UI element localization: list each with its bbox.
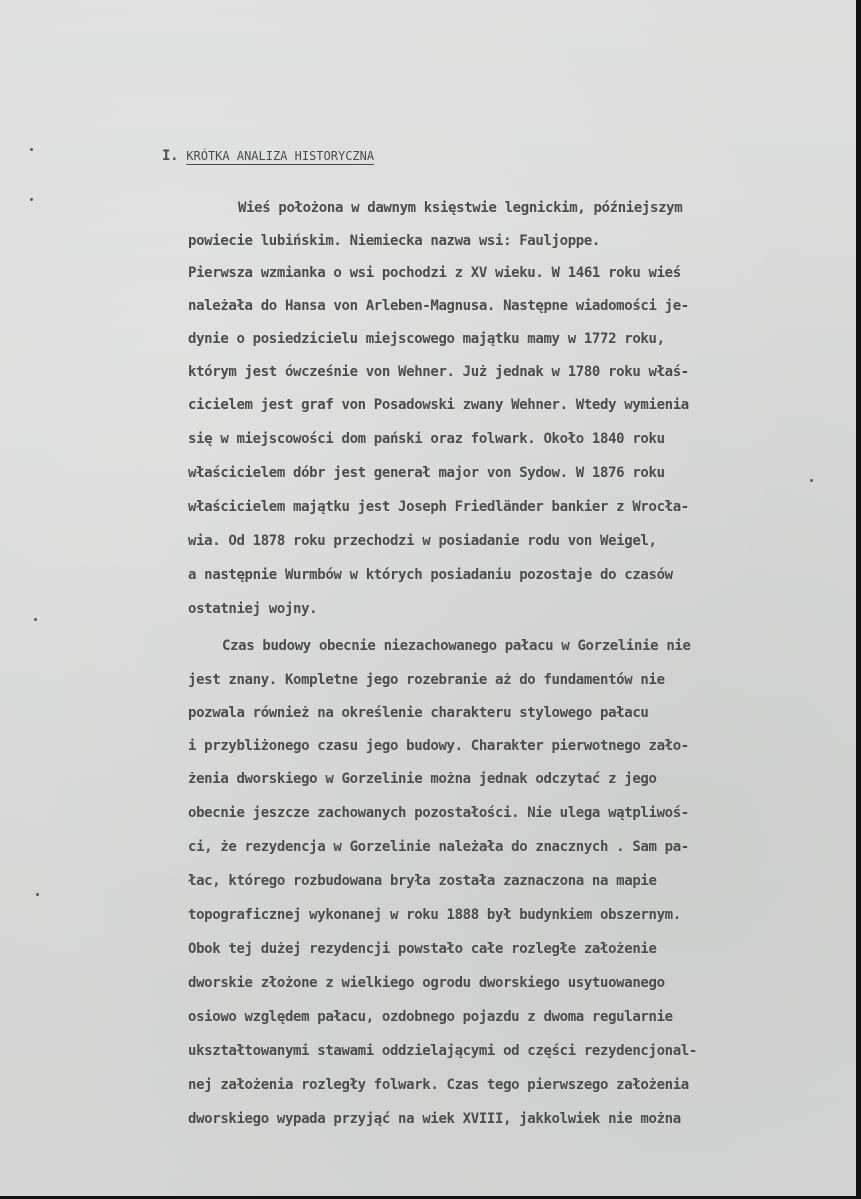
text-line: obecnie jeszcze zachowanych pozostałości. Nie ulega wątpliwoś- xyxy=(188,805,689,821)
text-line: właścicielem majątku jest Joseph Friedländer bankier z Wrocła- xyxy=(188,499,689,515)
text-line: ostatniej wojny. xyxy=(188,601,318,617)
text-line: i przybliżonego czasu jego budowy. Charakter pierwotnego zało- xyxy=(188,738,689,754)
text-line: cicielem jest graf von Posadowski zwany Wehner. Wtedy wymienia xyxy=(188,397,689,413)
scan-border-right xyxy=(856,0,861,1199)
paper-speck xyxy=(30,148,33,151)
paper-speck xyxy=(36,893,39,896)
text-line: dworskie złożone z wielkiego ogrodu dworskiego usytuowanego xyxy=(188,975,665,991)
text-line: osiowo względem pałacu, ozdobnego pojazdu z dwoma regularnie xyxy=(188,1009,673,1025)
text-line: ukształtowanymi stawami oddzielającymi od części rezydencjonal- xyxy=(188,1043,697,1059)
text-line: żenia dworskiego w Gorzelinie można jednak odczytać z jego xyxy=(188,771,657,787)
text-line: łac, którego rozbudowana bryła została zaznaczona na mapie xyxy=(188,873,657,889)
text-line: którym jest ówcześnie von Wehner. Już jednak w 1780 roku właś- xyxy=(188,364,689,380)
text-line: a następnie Wurmbów w których posiadaniu pozostaje do czasów xyxy=(188,567,673,583)
text-line: ci, że rezydencja w Gorzelinie należała do znacznych . Sam pa- xyxy=(188,839,689,855)
text-line: się w miejscowości dom pański oraz folwark. Około 1840 roku xyxy=(188,431,665,447)
text-line: Pierwsza wzmianka o wsi pochodzi z XV wieku. W 1461 roku wieś xyxy=(188,265,681,281)
text-line: pozwala również na określenie charakteru stylowego pałacu xyxy=(188,705,649,721)
section-heading xyxy=(162,148,374,164)
text-line: wia. Od 1878 roku przechodzi w posiadanie rodu von Weigel, xyxy=(188,533,657,549)
text-line: właścicielem dóbr jest generał major von Sydow. W 1876 roku xyxy=(188,465,665,481)
text-line: dworskiego wypada przyjąć na wiek XVIII, jakkolwiek nie można xyxy=(188,1111,681,1127)
paper-speck xyxy=(34,618,37,621)
paper-speck xyxy=(30,198,33,201)
section-title: KRÓTKA ANALIZA HISTORYCZNA xyxy=(186,149,375,163)
text-line: topograficznej wykonanej w roku 1888 był budynkiem obszernym. xyxy=(188,907,681,923)
text-line: Obok tej dużej rezydencji powstało całe rozległe założenie xyxy=(188,941,657,957)
text-line: Czas budowy obecnie niezachowanego pałacu w Gorzelinie nie xyxy=(222,638,691,654)
text-line: dynie o posiedzicielu miejscowego majątku mamy w 1772 roku, xyxy=(188,331,665,347)
text-line: jest znany. Kompletne jego rozebranie aż do fundamentów nie xyxy=(188,672,665,688)
text-line: powiecie lubińskim. Niemiecka nazwa wsi: Fauljoppe. xyxy=(188,233,601,249)
section-number: I. xyxy=(162,148,179,164)
paper-speck xyxy=(810,479,813,482)
text-line: należała do Hansa von Arleben-Magnusa. Następne wiadomości je- xyxy=(188,298,689,314)
text-line: Wieś położona w dawnym księstwie legnickim, późniejszym xyxy=(238,200,683,216)
text-line: nej założenia rozległy folwark. Czas tego pierwszego założenia xyxy=(188,1077,689,1093)
